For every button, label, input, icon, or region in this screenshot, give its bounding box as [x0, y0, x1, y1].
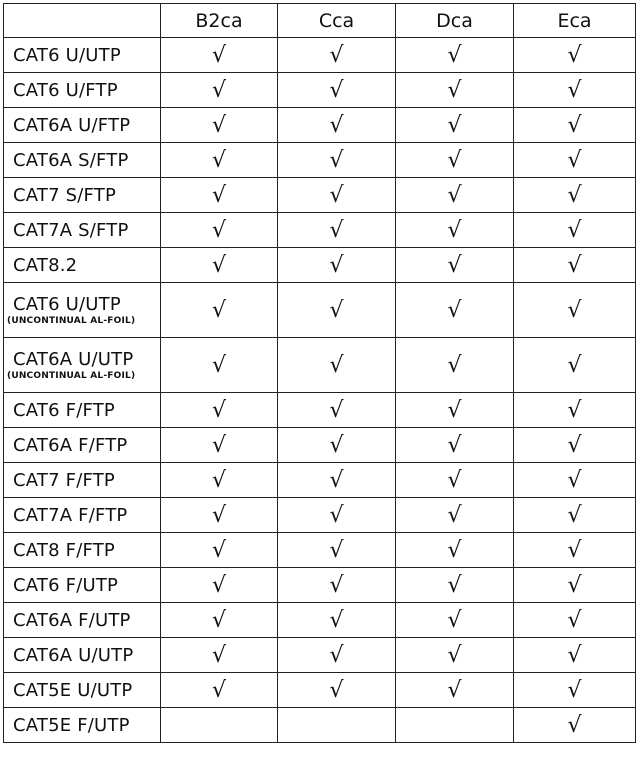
row-label-cell	[4, 143, 161, 178]
check-cell-cca: √	[278, 568, 396, 603]
header-row	[4, 4, 636, 38]
row-label-cell	[4, 498, 161, 533]
check-cell-b2ca: √	[161, 603, 278, 638]
table-row	[4, 213, 636, 248]
cable-type-label: CAT8.2	[13, 254, 78, 276]
table-row	[4, 338, 636, 393]
cable-type-label: CAT7A F/FTP	[13, 504, 128, 526]
table-row	[4, 638, 636, 673]
check-cell-eca: √	[514, 213, 636, 248]
cable-type-label: CAT7A S/FTP	[13, 219, 129, 241]
check-cell-dca: √	[396, 498, 514, 533]
cable-type-label: CAT6A U/UTP	[13, 644, 134, 666]
table-row	[4, 498, 636, 533]
check-cell-dca: √	[396, 533, 514, 568]
table-row	[4, 283, 636, 338]
check-cell-b2ca: √	[161, 533, 278, 568]
check-cell-eca: √	[514, 178, 636, 213]
cable-type-label: CAT5E F/UTP	[13, 714, 130, 736]
row-label-cell	[4, 283, 161, 338]
cable-type-label: CAT6A S/FTP	[13, 149, 129, 171]
cable-type-label: CAT6 U/FTP	[13, 79, 118, 101]
row-label-cell	[4, 393, 161, 428]
check-cell-dca: √	[396, 428, 514, 463]
row-label-cell	[4, 533, 161, 568]
check-cell-dca: √	[396, 283, 514, 338]
check-cell-dca: √	[396, 73, 514, 108]
check-cell-dca: √	[396, 603, 514, 638]
check-cell-cca: √	[278, 73, 396, 108]
row-label-cell	[4, 108, 161, 143]
check-cell-dca: √	[396, 463, 514, 498]
check-cell-eca: √	[514, 463, 636, 498]
compatibility-table-container	[3, 3, 636, 743]
check-cell-cca: √	[278, 338, 396, 393]
check-cell-cca: √	[278, 213, 396, 248]
header-cell-eca: Eca	[514, 4, 636, 38]
check-cell-eca: √	[514, 283, 636, 338]
check-cell-dca	[396, 708, 514, 743]
check-cell-b2ca: √	[161, 248, 278, 283]
check-cell-dca: √	[396, 568, 514, 603]
check-cell-eca: √	[514, 143, 636, 178]
row-label-cell	[4, 638, 161, 673]
table-row	[4, 568, 636, 603]
table-body	[4, 38, 636, 743]
check-cell-cca	[278, 708, 396, 743]
row-label-cell	[4, 673, 161, 708]
check-cell-eca: √	[514, 533, 636, 568]
check-cell-b2ca: √	[161, 673, 278, 708]
check-cell-eca: √	[514, 248, 636, 283]
check-cell-cca: √	[278, 603, 396, 638]
cable-type-label: CAT7 S/FTP	[13, 184, 117, 206]
table-row	[4, 248, 636, 283]
check-cell-dca: √	[396, 143, 514, 178]
check-cell-dca: √	[396, 673, 514, 708]
check-cell-dca: √	[396, 338, 514, 393]
check-cell-eca: √	[514, 568, 636, 603]
check-cell-dca: √	[396, 638, 514, 673]
check-cell-cca: √	[278, 498, 396, 533]
table-row	[4, 533, 636, 568]
check-cell-eca: √	[514, 603, 636, 638]
row-label-cell	[4, 38, 161, 73]
row-label-cell	[4, 708, 161, 743]
check-cell-eca: √	[514, 73, 636, 108]
check-cell-eca: √	[514, 338, 636, 393]
row-label-cell	[4, 338, 161, 393]
check-cell-cca: √	[278, 638, 396, 673]
check-cell-eca: √	[514, 638, 636, 673]
check-cell-eca: √	[514, 38, 636, 73]
check-cell-eca: √	[514, 708, 636, 743]
cable-type-label: CAT6 U/UTP	[13, 294, 121, 315]
check-cell-b2ca: √	[161, 393, 278, 428]
row-label-cell	[4, 73, 161, 108]
cable-type-label: CAT6A F/FTP	[13, 434, 128, 456]
table-row	[4, 38, 636, 73]
check-cell-cca: √	[278, 463, 396, 498]
table-row	[4, 428, 636, 463]
cable-type-label: CAT7 F/FTP	[13, 469, 115, 491]
check-cell-b2ca: √	[161, 638, 278, 673]
table-row	[4, 73, 636, 108]
check-cell-eca: √	[514, 673, 636, 708]
check-cell-cca: √	[278, 108, 396, 143]
check-cell-b2ca: √	[161, 498, 278, 533]
check-cell-b2ca: √	[161, 178, 278, 213]
header-cell-b2ca: B2ca	[161, 4, 278, 38]
check-cell-cca: √	[278, 283, 396, 338]
cable-class-compatibility-table	[3, 3, 636, 743]
check-cell-eca: √	[514, 108, 636, 143]
check-cell-dca: √	[396, 38, 514, 73]
cable-type-label: CAT5E U/UTP	[13, 679, 133, 701]
row-label-cell	[4, 428, 161, 463]
check-cell-cca: √	[278, 393, 396, 428]
row-label-cell	[4, 463, 161, 498]
check-cell-eca: √	[514, 428, 636, 463]
check-cell-eca: √	[514, 393, 636, 428]
check-cell-cca: √	[278, 143, 396, 178]
cable-type-label: CAT6A U/FTP	[13, 114, 131, 136]
check-cell-cca: √	[278, 428, 396, 463]
check-cell-b2ca: √	[161, 143, 278, 178]
check-cell-b2ca: √	[161, 463, 278, 498]
table-row	[4, 603, 636, 638]
table-row	[4, 143, 636, 178]
cable-type-note: (UNCONTINUAL AL-FOIL)	[7, 371, 136, 381]
check-cell-b2ca: √	[161, 568, 278, 603]
row-label-cell	[4, 603, 161, 638]
check-cell-dca: √	[396, 393, 514, 428]
row-label-cell	[4, 213, 161, 248]
table-row	[4, 393, 636, 428]
header-cell-dca: Dca	[396, 4, 514, 38]
cable-type-label: CAT6 F/UTP	[13, 574, 119, 596]
check-cell-dca: √	[396, 213, 514, 248]
check-cell-dca: √	[396, 248, 514, 283]
row-label-cell	[4, 568, 161, 603]
table-row	[4, 673, 636, 708]
table-row	[4, 178, 636, 213]
row-label-cell	[4, 178, 161, 213]
check-cell-cca: √	[278, 673, 396, 708]
table-row	[4, 108, 636, 143]
cable-type-label: CAT8 F/FTP	[13, 539, 115, 561]
check-cell-cca: √	[278, 178, 396, 213]
check-cell-cca: √	[278, 38, 396, 73]
check-cell-cca: √	[278, 533, 396, 568]
check-cell-cca: √	[278, 248, 396, 283]
check-cell-b2ca: √	[161, 428, 278, 463]
table-row	[4, 708, 636, 743]
check-cell-b2ca: √	[161, 73, 278, 108]
check-cell-b2ca: √	[161, 283, 278, 338]
check-cell-b2ca: √	[161, 213, 278, 248]
row-label-cell	[4, 248, 161, 283]
check-cell-b2ca: √	[161, 338, 278, 393]
check-cell-eca: √	[514, 498, 636, 533]
cable-type-note: (UNCONTINUAL AL-FOIL)	[7, 316, 136, 326]
check-cell-b2ca: √	[161, 38, 278, 73]
cable-type-label: CAT6A F/UTP	[13, 609, 131, 631]
table-row	[4, 463, 636, 498]
check-cell-b2ca: √	[161, 108, 278, 143]
header-cell-cca: Cca	[278, 4, 396, 38]
check-cell-dca: √	[396, 108, 514, 143]
header-cell-blank	[4, 4, 161, 38]
check-cell-dca: √	[396, 178, 514, 213]
cable-type-label: CAT6 F/FTP	[13, 399, 115, 421]
cable-type-label: CAT6 U/UTP	[13, 44, 121, 66]
check-cell-b2ca	[161, 708, 278, 743]
cable-type-label: CAT6A U/UTP	[13, 349, 134, 370]
